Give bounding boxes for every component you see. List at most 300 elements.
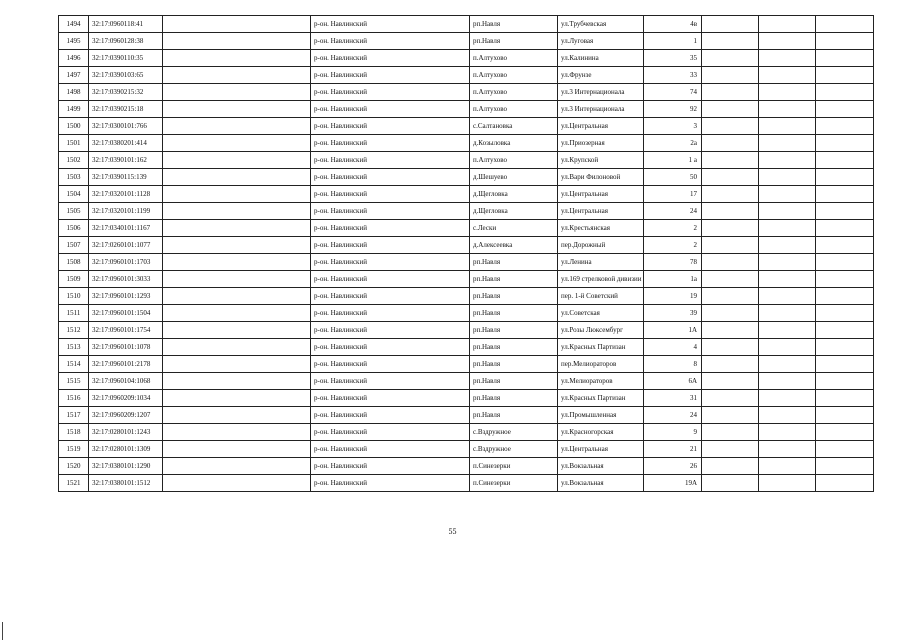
- owner-cell: [163, 50, 311, 67]
- extra-cell-c: [816, 322, 874, 339]
- district-cell: р-он. Навлинский: [311, 118, 470, 135]
- extra-cell-a: [702, 390, 759, 407]
- owner-cell: [163, 407, 311, 424]
- owner-cell: [163, 135, 311, 152]
- house-number-cell: 2: [644, 237, 702, 254]
- house-number-cell: 33: [644, 67, 702, 84]
- house-number-cell: 1: [644, 33, 702, 50]
- extra-cell-c: [816, 305, 874, 322]
- row-number: 1511: [59, 305, 89, 322]
- district-cell: р-он. Навлинский: [311, 203, 470, 220]
- extra-cell-c: [816, 16, 874, 33]
- owner-cell: [163, 373, 311, 390]
- owner-cell: [163, 390, 311, 407]
- cadastral-number: 32:17:0960209:1034: [89, 390, 163, 407]
- owner-cell: [163, 339, 311, 356]
- locality-cell: рп.Навля: [470, 339, 558, 356]
- locality-cell: рп.Навля: [470, 322, 558, 339]
- locality-cell: рп.Навля: [470, 33, 558, 50]
- extra-cell-c: [816, 152, 874, 169]
- cadastral-number: 32:17:0390215:32: [89, 84, 163, 101]
- street-cell: ул.3 Интернационала: [558, 84, 644, 101]
- district-cell: р-он. Навлинский: [311, 237, 470, 254]
- table-row: [59, 441, 874, 458]
- locality-cell: рп.Навля: [470, 288, 558, 305]
- owner-cell: [163, 424, 311, 441]
- district-cell: р-он. Навлинский: [311, 152, 470, 169]
- extra-cell-a: [702, 135, 759, 152]
- owner-cell: [163, 441, 311, 458]
- extra-cell-a: [702, 407, 759, 424]
- street-cell: пер.Дорожный: [558, 237, 644, 254]
- owner-cell: [163, 271, 311, 288]
- extra-cell-c: [816, 271, 874, 288]
- extra-cell-b: [759, 169, 816, 186]
- house-number-cell: 24: [644, 407, 702, 424]
- extra-cell-b: [759, 254, 816, 271]
- extra-cell-a: [702, 424, 759, 441]
- table-row: [59, 390, 874, 407]
- street-cell: ул.Красных Партизан: [558, 390, 644, 407]
- extra-cell-b: [759, 186, 816, 203]
- extra-cell-b: [759, 288, 816, 305]
- extra-cell-a: [702, 288, 759, 305]
- extra-cell-b: [759, 118, 816, 135]
- extra-cell-c: [816, 475, 874, 492]
- owner-cell: [163, 237, 311, 254]
- house-number-cell: 19А: [644, 475, 702, 492]
- table-row: [59, 407, 874, 424]
- street-cell: ул.Розы Люксембург: [558, 322, 644, 339]
- extra-cell-c: [816, 84, 874, 101]
- locality-cell: с.Лески: [470, 220, 558, 237]
- extra-cell-a: [702, 152, 759, 169]
- cadastral-number: 32:17:0380201:414: [89, 135, 163, 152]
- district-cell: р-он. Навлинский: [311, 356, 470, 373]
- extra-cell-c: [816, 424, 874, 441]
- table-row: [59, 475, 874, 492]
- table-row: [59, 356, 874, 373]
- extra-cell-c: [816, 33, 874, 50]
- street-cell: ул.Вари Филоновой: [558, 169, 644, 186]
- street-cell: ул.Луговая: [558, 33, 644, 50]
- extra-cell-a: [702, 475, 759, 492]
- house-number-cell: 1А: [644, 322, 702, 339]
- district-cell: р-он. Навлинский: [311, 475, 470, 492]
- street-cell: ул.Крестьянская: [558, 220, 644, 237]
- cadastral-number: 32:17:0300101:766: [89, 118, 163, 135]
- cadastral-number: 32:17:0960101:1078: [89, 339, 163, 356]
- table-body: [59, 16, 874, 492]
- row-number: 1496: [59, 50, 89, 67]
- table-row: [59, 118, 874, 135]
- table-row: [59, 322, 874, 339]
- locality-cell: д.Шешуево: [470, 169, 558, 186]
- extra-cell-a: [702, 254, 759, 271]
- house-number-cell: 74: [644, 84, 702, 101]
- cadastral-number: 32:17:0960101:1504: [89, 305, 163, 322]
- owner-cell: [163, 101, 311, 118]
- extra-cell-b: [759, 441, 816, 458]
- table-row: [59, 186, 874, 203]
- district-cell: р-он. Навлинский: [311, 67, 470, 84]
- house-number-cell: 3: [644, 118, 702, 135]
- cadastral-number: 32:17:0960128:38: [89, 33, 163, 50]
- locality-cell: п.Алтухово: [470, 50, 558, 67]
- extra-cell-b: [759, 203, 816, 220]
- cadastral-number: 32:17:0960101:2178: [89, 356, 163, 373]
- row-number: 1494: [59, 16, 89, 33]
- owner-cell: [163, 169, 311, 186]
- house-number-cell: 1а: [644, 271, 702, 288]
- owner-cell: [163, 152, 311, 169]
- table-row: [59, 135, 874, 152]
- table-row: [59, 339, 874, 356]
- cadastral-number: 32:17:0390115:139: [89, 169, 163, 186]
- row-number: 1510: [59, 288, 89, 305]
- extra-cell-a: [702, 203, 759, 220]
- extra-cell-c: [816, 186, 874, 203]
- table-row: [59, 203, 874, 220]
- extra-cell-a: [702, 186, 759, 203]
- row-number: 1502: [59, 152, 89, 169]
- extra-cell-b: [759, 67, 816, 84]
- district-cell: р-он. Навлинский: [311, 16, 470, 33]
- extra-cell-b: [759, 356, 816, 373]
- extra-cell-b: [759, 407, 816, 424]
- row-number: 1518: [59, 424, 89, 441]
- owner-cell: [163, 118, 311, 135]
- extra-cell-c: [816, 458, 874, 475]
- row-number: 1516: [59, 390, 89, 407]
- cadastral-number: 32:17:0340101:1167: [89, 220, 163, 237]
- locality-cell: рп.Навля: [470, 271, 558, 288]
- extra-cell-b: [759, 101, 816, 118]
- street-cell: ул.Вокзальная: [558, 475, 644, 492]
- cadastral-number: 32:17:0280101:1243: [89, 424, 163, 441]
- house-number-cell: 50: [644, 169, 702, 186]
- street-cell: ул.Трубчевская: [558, 16, 644, 33]
- house-number-cell: 1 а: [644, 152, 702, 169]
- owner-cell: [163, 16, 311, 33]
- table-row: [59, 67, 874, 84]
- extra-cell-b: [759, 237, 816, 254]
- extra-cell-a: [702, 84, 759, 101]
- extra-cell-b: [759, 390, 816, 407]
- scan-edge-mark: [2, 622, 3, 640]
- table-row: [59, 254, 874, 271]
- extra-cell-b: [759, 475, 816, 492]
- locality-cell: рп.Навля: [470, 390, 558, 407]
- extra-cell-c: [816, 67, 874, 84]
- locality-cell: рп.Навля: [470, 373, 558, 390]
- table-row: [59, 305, 874, 322]
- cadastral-number: 32:17:0960118:41: [89, 16, 163, 33]
- extra-cell-a: [702, 50, 759, 67]
- extra-cell-b: [759, 305, 816, 322]
- row-number: 1505: [59, 203, 89, 220]
- street-cell: ул.Красных Партизан: [558, 339, 644, 356]
- extra-cell-a: [702, 237, 759, 254]
- house-number-cell: 19: [644, 288, 702, 305]
- district-cell: р-он. Навлинский: [311, 169, 470, 186]
- extra-cell-c: [816, 237, 874, 254]
- locality-cell: п.Алтухово: [470, 152, 558, 169]
- street-cell: ул.Красногорская: [558, 424, 644, 441]
- house-number-cell: 21: [644, 441, 702, 458]
- extra-cell-b: [759, 373, 816, 390]
- street-cell: ул.Фрунзе: [558, 67, 644, 84]
- district-cell: р-он. Навлинский: [311, 50, 470, 67]
- extra-cell-b: [759, 424, 816, 441]
- house-number-cell: 26: [644, 458, 702, 475]
- row-number: 1519: [59, 441, 89, 458]
- cadastral-number: 32:17:0960101:1293: [89, 288, 163, 305]
- district-cell: р-он. Навлинский: [311, 441, 470, 458]
- district-cell: р-он. Навлинский: [311, 339, 470, 356]
- locality-cell: п.Алтухово: [470, 67, 558, 84]
- locality-cell: д.Щегловка: [470, 203, 558, 220]
- district-cell: р-он. Навлинский: [311, 424, 470, 441]
- locality-cell: п.Синезерки: [470, 475, 558, 492]
- extra-cell-c: [816, 407, 874, 424]
- row-number: 1506: [59, 220, 89, 237]
- house-number-cell: 9: [644, 424, 702, 441]
- extra-cell-b: [759, 339, 816, 356]
- owner-cell: [163, 220, 311, 237]
- district-cell: р-он. Навлинский: [311, 186, 470, 203]
- locality-cell: рп.Навля: [470, 254, 558, 271]
- locality-cell: п.Алтухово: [470, 101, 558, 118]
- street-cell: ул.Крупской: [558, 152, 644, 169]
- cadastral-number: 32:17:0380101:1512: [89, 475, 163, 492]
- extra-cell-c: [816, 101, 874, 118]
- house-number-cell: 8: [644, 356, 702, 373]
- table-row: [59, 373, 874, 390]
- row-number: 1521: [59, 475, 89, 492]
- owner-cell: [163, 84, 311, 101]
- district-cell: р-он. Навлинский: [311, 373, 470, 390]
- table-row: [59, 33, 874, 50]
- house-number-cell: 35: [644, 50, 702, 67]
- extra-cell-b: [759, 271, 816, 288]
- table-row: [59, 101, 874, 118]
- locality-cell: рп.Навля: [470, 305, 558, 322]
- extra-cell-c: [816, 220, 874, 237]
- district-cell: р-он. Навлинский: [311, 254, 470, 271]
- registry-table: [58, 15, 874, 492]
- locality-cell: с.Вздружное: [470, 424, 558, 441]
- extra-cell-c: [816, 50, 874, 67]
- table-row: [59, 152, 874, 169]
- extra-cell-a: [702, 33, 759, 50]
- owner-cell: [163, 305, 311, 322]
- extra-cell-b: [759, 152, 816, 169]
- owner-cell: [163, 203, 311, 220]
- extra-cell-c: [816, 373, 874, 390]
- street-cell: ул.Центральная: [558, 441, 644, 458]
- table-row: [59, 50, 874, 67]
- page-number: 55: [448, 527, 457, 536]
- locality-cell: с.Салтановка: [470, 118, 558, 135]
- house-number-cell: 2а: [644, 135, 702, 152]
- row-number: 1515: [59, 373, 89, 390]
- district-cell: р-он. Навлинский: [311, 458, 470, 475]
- cadastral-number: 32:17:0320101:1128: [89, 186, 163, 203]
- cadastral-number: 32:17:0960101:1703: [89, 254, 163, 271]
- house-number-cell: 78: [644, 254, 702, 271]
- street-cell: ул.Центральная: [558, 203, 644, 220]
- extra-cell-a: [702, 356, 759, 373]
- row-number: 1507: [59, 237, 89, 254]
- street-cell: ул.169 стрелковой дивизии: [558, 271, 644, 288]
- street-cell: ул.Советская: [558, 305, 644, 322]
- owner-cell: [163, 254, 311, 271]
- extra-cell-a: [702, 67, 759, 84]
- locality-cell: п.Алтухово: [470, 84, 558, 101]
- district-cell: р-он. Навлинский: [311, 84, 470, 101]
- table-row: [59, 458, 874, 475]
- table-row: [59, 84, 874, 101]
- street-cell: пер. 1-й Советский: [558, 288, 644, 305]
- row-number: 1509: [59, 271, 89, 288]
- table-row: [59, 271, 874, 288]
- owner-cell: [163, 33, 311, 50]
- extra-cell-c: [816, 135, 874, 152]
- extra-cell-a: [702, 305, 759, 322]
- extra-cell-a: [702, 339, 759, 356]
- street-cell: ул.Ленина: [558, 254, 644, 271]
- extra-cell-b: [759, 16, 816, 33]
- street-cell: ул.Вокзальная: [558, 458, 644, 475]
- extra-cell-c: [816, 203, 874, 220]
- extra-cell-a: [702, 169, 759, 186]
- district-cell: р-он. Навлинский: [311, 101, 470, 118]
- house-number-cell: 4: [644, 339, 702, 356]
- street-cell: ул.Приозерная: [558, 135, 644, 152]
- owner-cell: [163, 322, 311, 339]
- house-number-cell: 17: [644, 186, 702, 203]
- row-number: 1512: [59, 322, 89, 339]
- extra-cell-b: [759, 33, 816, 50]
- extra-cell-c: [816, 254, 874, 271]
- extra-cell-a: [702, 322, 759, 339]
- table-row: [59, 16, 874, 33]
- row-number: 1499: [59, 101, 89, 118]
- owner-cell: [163, 356, 311, 373]
- locality-cell: д.Щегловка: [470, 186, 558, 203]
- extra-cell-b: [759, 220, 816, 237]
- cadastral-number: 32:17:0960101:1754: [89, 322, 163, 339]
- cadastral-number: 32:17:0390103:65: [89, 67, 163, 84]
- locality-cell: п.Синезерки: [470, 458, 558, 475]
- extra-cell-a: [702, 458, 759, 475]
- extra-cell-a: [702, 373, 759, 390]
- row-number: 1513: [59, 339, 89, 356]
- table-row: [59, 169, 874, 186]
- owner-cell: [163, 288, 311, 305]
- owner-cell: [163, 67, 311, 84]
- house-number-cell: 4в: [644, 16, 702, 33]
- cadastral-number: 32:17:0390101:162: [89, 152, 163, 169]
- table-row: [59, 237, 874, 254]
- extra-cell-c: [816, 288, 874, 305]
- district-cell: р-он. Навлинский: [311, 407, 470, 424]
- street-cell: ул.Мелиораторов: [558, 373, 644, 390]
- row-number: 1520: [59, 458, 89, 475]
- extra-cell-a: [702, 220, 759, 237]
- extra-cell-a: [702, 101, 759, 118]
- house-number-cell: 2: [644, 220, 702, 237]
- row-number: 1503: [59, 169, 89, 186]
- cadastral-number: 32:17:0390215:18: [89, 101, 163, 118]
- locality-cell: с.Вздружное: [470, 441, 558, 458]
- extra-cell-b: [759, 135, 816, 152]
- district-cell: р-он. Навлинский: [311, 322, 470, 339]
- extra-cell-c: [816, 356, 874, 373]
- street-cell: ул.Центральная: [558, 118, 644, 135]
- street-cell: ул.3 Интернационала: [558, 101, 644, 118]
- extra-cell-a: [702, 118, 759, 135]
- extra-cell-c: [816, 339, 874, 356]
- locality-cell: рп.Навля: [470, 407, 558, 424]
- extra-cell-a: [702, 16, 759, 33]
- district-cell: р-он. Навлинский: [311, 33, 470, 50]
- cadastral-number: 32:17:0320101:1199: [89, 203, 163, 220]
- cadastral-number: 32:17:0260101:1077: [89, 237, 163, 254]
- extra-cell-c: [816, 169, 874, 186]
- extra-cell-c: [816, 441, 874, 458]
- owner-cell: [163, 458, 311, 475]
- house-number-cell: 24: [644, 203, 702, 220]
- table-row: [59, 220, 874, 237]
- row-number: 1500: [59, 118, 89, 135]
- locality-cell: рп.Навля: [470, 16, 558, 33]
- row-number: 1498: [59, 84, 89, 101]
- locality-cell: д.Козыловка: [470, 135, 558, 152]
- district-cell: р-он. Навлинский: [311, 305, 470, 322]
- extra-cell-b: [759, 84, 816, 101]
- row-number: 1517: [59, 407, 89, 424]
- street-cell: ул.Промышленная: [558, 407, 644, 424]
- row-number: 1497: [59, 67, 89, 84]
- cadastral-number: 32:17:0960104:1068: [89, 373, 163, 390]
- locality-cell: д.Алексеевка: [470, 237, 558, 254]
- district-cell: р-он. Навлинский: [311, 288, 470, 305]
- extra-cell-c: [816, 390, 874, 407]
- district-cell: р-он. Навлинский: [311, 135, 470, 152]
- cadastral-number: 32:17:0960101:3033: [89, 271, 163, 288]
- row-number: 1504: [59, 186, 89, 203]
- row-number: 1495: [59, 33, 89, 50]
- street-cell: пер.Мелиораторов: [558, 356, 644, 373]
- district-cell: р-он. Навлинский: [311, 390, 470, 407]
- district-cell: р-он. Навлинский: [311, 271, 470, 288]
- house-number-cell: 39: [644, 305, 702, 322]
- cadastral-number: 32:17:0960209:1207: [89, 407, 163, 424]
- house-number-cell: 6А: [644, 373, 702, 390]
- row-number: 1501: [59, 135, 89, 152]
- owner-cell: [163, 475, 311, 492]
- street-cell: ул.Калинина: [558, 50, 644, 67]
- table-row: [59, 288, 874, 305]
- cadastral-number: 32:17:0390110:35: [89, 50, 163, 67]
- row-number: 1508: [59, 254, 89, 271]
- table-row: [59, 424, 874, 441]
- cadastral-number: 32:17:0280101:1309: [89, 441, 163, 458]
- house-number-cell: 31: [644, 390, 702, 407]
- locality-cell: рп.Навля: [470, 356, 558, 373]
